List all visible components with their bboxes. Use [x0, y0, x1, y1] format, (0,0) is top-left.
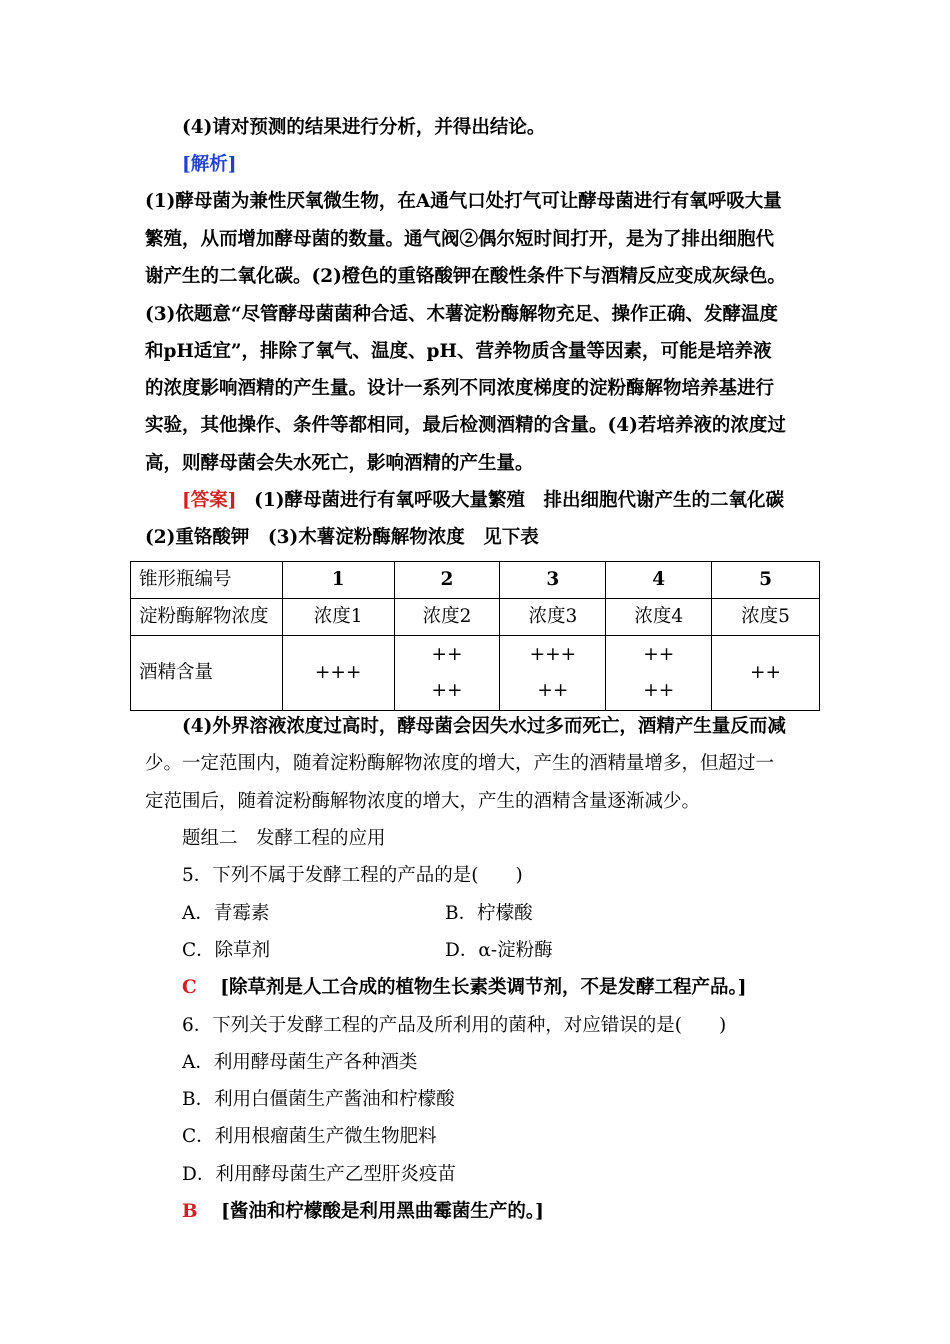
- table-cell: 1: [282, 562, 394, 599]
- question-5-stem: 5．下列不属于发酵工程的产品的是( ): [182, 865, 523, 886]
- alcohol-level: ++: [643, 680, 675, 701]
- table-cell: 淀粉酶解物浓度: [131, 599, 283, 636]
- alcohol-level: ++: [431, 644, 463, 665]
- table-cell: 浓度1: [282, 599, 394, 636]
- question-part-4: (4)请对预测的结果进行分析，并得出结论。: [182, 117, 546, 138]
- answer-line-1: [182, 488, 784, 514]
- answer-text: (1)酵母菌进行有氧呼吸大量繁殖 排出细胞代谢产生的二氧化碳: [254, 490, 785, 511]
- q5-option-d: D．α-淀粉酶: [445, 940, 553, 961]
- alcohol-level: ++: [431, 680, 463, 701]
- results-table: [130, 561, 820, 711]
- table-cell: 浓度5: [712, 599, 820, 636]
- analysis-line: 高，则酵母菌会失水死亡，影响酒精的产生量。: [145, 453, 534, 474]
- analysis-line: 的浓度影响酒精的产生量。设计一系列不同浓度梯度的淀粉酶解物培养基进行: [145, 378, 775, 399]
- table-cell: [606, 636, 712, 711]
- analysis-line: (3)依题意“尽管酵母菌菌种合适、木薯淀粉酶解物充足、操作正确、发酵温度: [145, 304, 779, 325]
- conclusion-line: 定范围后，随着淀粉酶解物浓度的增大，产生的酒精含量逐渐减少。: [145, 791, 701, 812]
- alcohol-level: ++: [643, 644, 675, 665]
- analysis-tag: [解析]: [182, 154, 237, 175]
- table-cell: 2: [394, 562, 500, 599]
- table-row: [131, 562, 820, 599]
- table-cell: 浓度2: [394, 599, 500, 636]
- answer-tag: [答案]: [182, 490, 237, 511]
- answer-line-2: (2)重铬酸钾 (3)木薯淀粉酶解物浓度 见下表: [145, 527, 539, 548]
- q5-option-c: C．除草剂: [182, 940, 271, 961]
- answer-explanation: [酱油和柠檬酸是利用黑曲霉菌生产的。]: [221, 1201, 544, 1222]
- table-cell: 锥形瓶编号: [131, 562, 283, 599]
- q5-answer: [182, 975, 747, 1001]
- table-cell: [712, 636, 820, 711]
- answer-key: C: [182, 977, 197, 998]
- alcohol-level: ++: [537, 680, 569, 701]
- alcohol-level: +++: [529, 644, 577, 665]
- answer-key: B: [182, 1201, 198, 1222]
- section-heading: 题组二 发酵工程的应用: [182, 828, 386, 849]
- table-cell: 5: [712, 562, 820, 599]
- analysis-line: (1)酵母菌为兼性厌氧微生物，在A通气口处打气可让酵母菌进行有氧呼吸大量: [145, 191, 782, 212]
- table-cell: 浓度4: [606, 599, 712, 636]
- table-row: [131, 599, 820, 636]
- question-6-stem: 6．下列关于发酵工程的产品及所利用的菌种，对应错误的是( ): [182, 1015, 727, 1036]
- q5-option-a: A．青霉素: [182, 903, 270, 924]
- table-cell: 酒精含量: [131, 636, 283, 711]
- table-cell: 浓度3: [500, 599, 606, 636]
- analysis-line: 和pH适宜”，排除了氧气、温度、pH、营养物质含量等因素，可能是培养液: [145, 341, 772, 362]
- q5-option-b: B．柠檬酸: [445, 903, 533, 924]
- conclusion-line: 少。一定范围内，随着淀粉酶解物浓度的增大，产生的酒精量增多，但超过一: [145, 753, 775, 774]
- q6-option-b: B．利用白僵菌生产酱油和柠檬酸: [182, 1089, 455, 1110]
- table-cell: [500, 636, 606, 711]
- q6-option-d: D．利用酵母菌生产乙型肝炎疫苗: [182, 1164, 456, 1185]
- q6-answer: [182, 1199, 544, 1225]
- table-cell: 4: [606, 562, 712, 599]
- q6-option-a: A．利用酵母菌生产各种酒类: [182, 1052, 418, 1073]
- alcohol-level: ++: [750, 662, 782, 683]
- alcohol-level: +++: [314, 662, 362, 683]
- analysis-line: 谢产生的二氧化碳。(2)橙色的重铬酸钾在酸性条件下与酒精反应变成灰绿色。: [145, 266, 786, 287]
- conclusion-line: (4)外界溶液浓度过高时，酵母菌会因失水过多而死亡，酒精产生量反而减: [182, 716, 786, 737]
- table-cell: [394, 636, 500, 711]
- table-cell: [282, 636, 394, 711]
- analysis-line: 实验，其他操作、条件等都相同，最后检测酒精的含量。(4)若培养液的浓度过: [145, 415, 786, 436]
- analysis-line: 繁殖，从而增加酵母菌的数量。通气阀②偶尔短时间打开，是为了排出细胞代: [145, 229, 775, 250]
- table-row: [131, 636, 820, 711]
- table-cell: 3: [500, 562, 606, 599]
- answer-explanation: [除草剂是人工合成的植物生长素类调节剂，不是发酵工程产品。]: [220, 977, 747, 998]
- q6-option-c: C．利用根瘤菌生产微生物肥料: [182, 1126, 437, 1147]
